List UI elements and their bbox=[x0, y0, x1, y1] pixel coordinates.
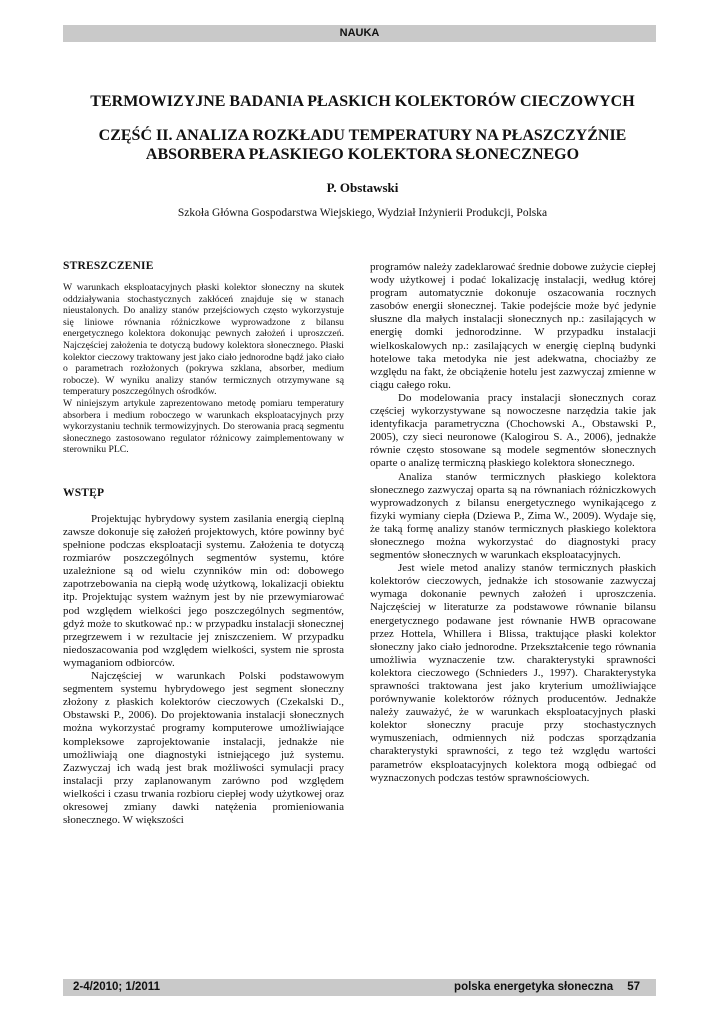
body-paragraph: Najczęściej w warunkach Polski podstawowym segmentem systemu hybrydowego jest segment słoneczny złożony z płaskich kolektorów cieczowych (Czekalski D., Obstawski P., 2006). Do projektowania instalacji słonecznych można wykorzystać programy komputerowe umożliwiające kompleksowe zaprojektowanie instalacji, jednakże nie umożliwiają one diagnostyki istniejącego już systemu. Zazwyczaj ich wadą jest brak możliwości symulacji pracy instalacji przy zaplanowanym zarówno pod względem wielkości i czasu trwania rozbioru ciepłej wody użytkowej oraz okresowej zmiany dawki natężenia promieniowania słonecznego. W większości bbox=[63, 670, 344, 827]
left-column bbox=[63, 260, 344, 827]
section-label: NAUKA bbox=[339, 27, 380, 39]
journal-name: polska energetyka słoneczna bbox=[454, 981, 614, 993]
issue-number: 2-4/2010; 1/2011 bbox=[73, 981, 160, 993]
title-line-2: CZĘŚĆ II. ANALIZA ROZKŁADU TEMPERATURY NA PŁASZCZYŹNIE bbox=[98, 127, 627, 144]
abstract-heading: STRESZCZENIE bbox=[63, 260, 154, 272]
body-paragraph: Do modelowania pracy instalacji słonecznych coraz częściej wykorzystywane są nowoczesne narzędzia takie jak identyfikacja parametryczna (Chochowski A., Obstawski P., 2005), czy sieci neuronowe (Kalogirou S. A., 2006), jednakże równie często stosowane są modele segmentów słonecznych oparte o analizę termiczną płaskiego kolektora słonecznego. bbox=[370, 391, 656, 470]
right-column bbox=[370, 261, 656, 785]
abstract-paragraph: W warunkach eksploatacyjnych płaski kolektor słoneczny na skutek oddziaływania stochastycznych zakłóceń znajduje się w stanach nieustalonych. Do analizy stanów przejściowych często wykorzystuje się liniowe równania różniczkowe wyprowadzone z bilansu energetycznego kolektora dokonując pewnych założeń i uproszczeń. Najczęściej założenia te dotyczą budowy kolektora słonecznego. Płaski kolektor cieczowy traktowany jest jako ciało jednorodne bądź jako ciało o parametrach rozłożonych (pokrywa szklana, absorber, medium robocze). W wyniku analizy stanów termicznych otrzymywane są temperatury poszczególnych ośrodków. bbox=[63, 282, 344, 398]
intro-heading: WSTĘP bbox=[63, 486, 105, 499]
intro-section bbox=[63, 487, 344, 827]
body-paragraph: Projektując hybrydowy system zasilania energią cieplną zawsze dokonuje się założeń projektowych, które powinny być spełnione podczas eksploatacji systemu. Założenia te dotyczą rozmiarów poszczególnych segmentów systemu, które uzależnione są od wielu czynników min od: dobowego zapotrzebowania na ciepłą wodę użytkową, lokalizacji obiektu itp. Projektując system ważnym jest by nie przewymiarować pod względem wielkości jego poszczególnych segmentów, gdyż może to skutkować np.: w przypadku instalacji słonecznej przegrzewem i w rezultacie jej zniszczeniem. W przypadku niedoszacowania pod względem wielkości, system nie sprosta wymaganiom odbiorców. bbox=[63, 512, 344, 669]
abstract-section bbox=[63, 260, 344, 456]
body-paragraph: programów należy zadeklarować średnie dobowe zużycie ciepłej wody użytkowej i podać lokalizację instalacji, według której program automatycznie dokonuje oszacowania rocznych zasobów energii słonecznej. Takie podejście może być jedynie słuszne dla małych instalacji słonecznych np.: zasilających w energię domki jednorodzinne. W przypadku instalacji wielkoskalowych np.: zasilających w energię cieplną budynki hotelowe taka metodyka nie jest adekwatna, chociażby ze względu na fakt, że obciążenie hotelu jest zazwyczaj zmienne w ciągu całego roku. bbox=[370, 261, 656, 391]
section-header bbox=[63, 25, 656, 42]
page-footer bbox=[63, 979, 656, 996]
body-paragraph: Analiza stanów termicznych płaskiego kolektora słonecznego zazwyczaj oparta są na równaniach różniczkowych wyprowadzonych z bilansu energetycznego wynikającego z fizyki wymiany ciepła (Dziewa P., Zima W., 2009). Wydaje się, że taką formę analizy stanów termicznych płaskiego kolektora słonecznego można wykorzystać do diagnostyki pracy segmentów słonecznych w warunkach eksploatacyjnych. bbox=[370, 470, 656, 562]
abstract-paragraph: W niniejszym artykule zaprezentowano metodę pomiaru temperatury absorbera i medium roboczego w warunkach eksploatacyjnych przy wykorzystaniu technik termowizyjnych. Do sterowania pracą segmentu słonecznego zastosowano regulator różnicowy zaimplementowany w sterowniku PLC. bbox=[63, 397, 344, 456]
title-line-1: TERMOWIZYJNE BADANIA PŁASKICH KOLEKTORÓW CIECZOWYCH bbox=[90, 93, 635, 110]
author-name: P. Obstawski bbox=[326, 180, 399, 195]
author-affiliation: Szkoła Główna Gospodarstwa Wiejskiego, Wydział Inżynierii Produkcji, Polska bbox=[177, 207, 548, 219]
body-paragraph: Jest wiele metod analizy stanów termicznych płaskich kolektorów cieczowych, jednakże ich stosowanie zazwyczaj wymaga dokonanie pewnych założeń i uproszczenia. Najczęściej w literaturze za podstawowe równanie bilansu energetycznego podawane jest równanie HWB opracowane przez Hottela, Whillera i Blissa, traktujące płaski kolektor słoneczny jako ciało jednorodne. Przekształcenie tego równania umożliwia wyznaczenie tzw. charakterystyki sprawności kolektora cieczowego (Schnieders J., 1997). Charakterystyka sprawności traktowana jest jako kryterium umożliwiające porównywanie kolektorów różnych producentów. Jednakże należy zauważyć, że w warunkach eksploatacyjnych płaski kolektor słoneczny pracuje przy stochastycznych wymuszeniach, odmiennych niż podczas sporządzania charakterystyki sprawności, z tego też względu wartości parametrów eksploatacyjnych kolektora mogą odbiegać od wyznaczonych podczas testów sprawnościowych. bbox=[370, 562, 656, 784]
footer-journal-info bbox=[454, 979, 640, 996]
title-line-3: ABSORBERA PŁASKIEGO KOLEKTORA SŁONECZNEGO bbox=[145, 146, 580, 163]
page-number: 57 bbox=[627, 981, 640, 993]
